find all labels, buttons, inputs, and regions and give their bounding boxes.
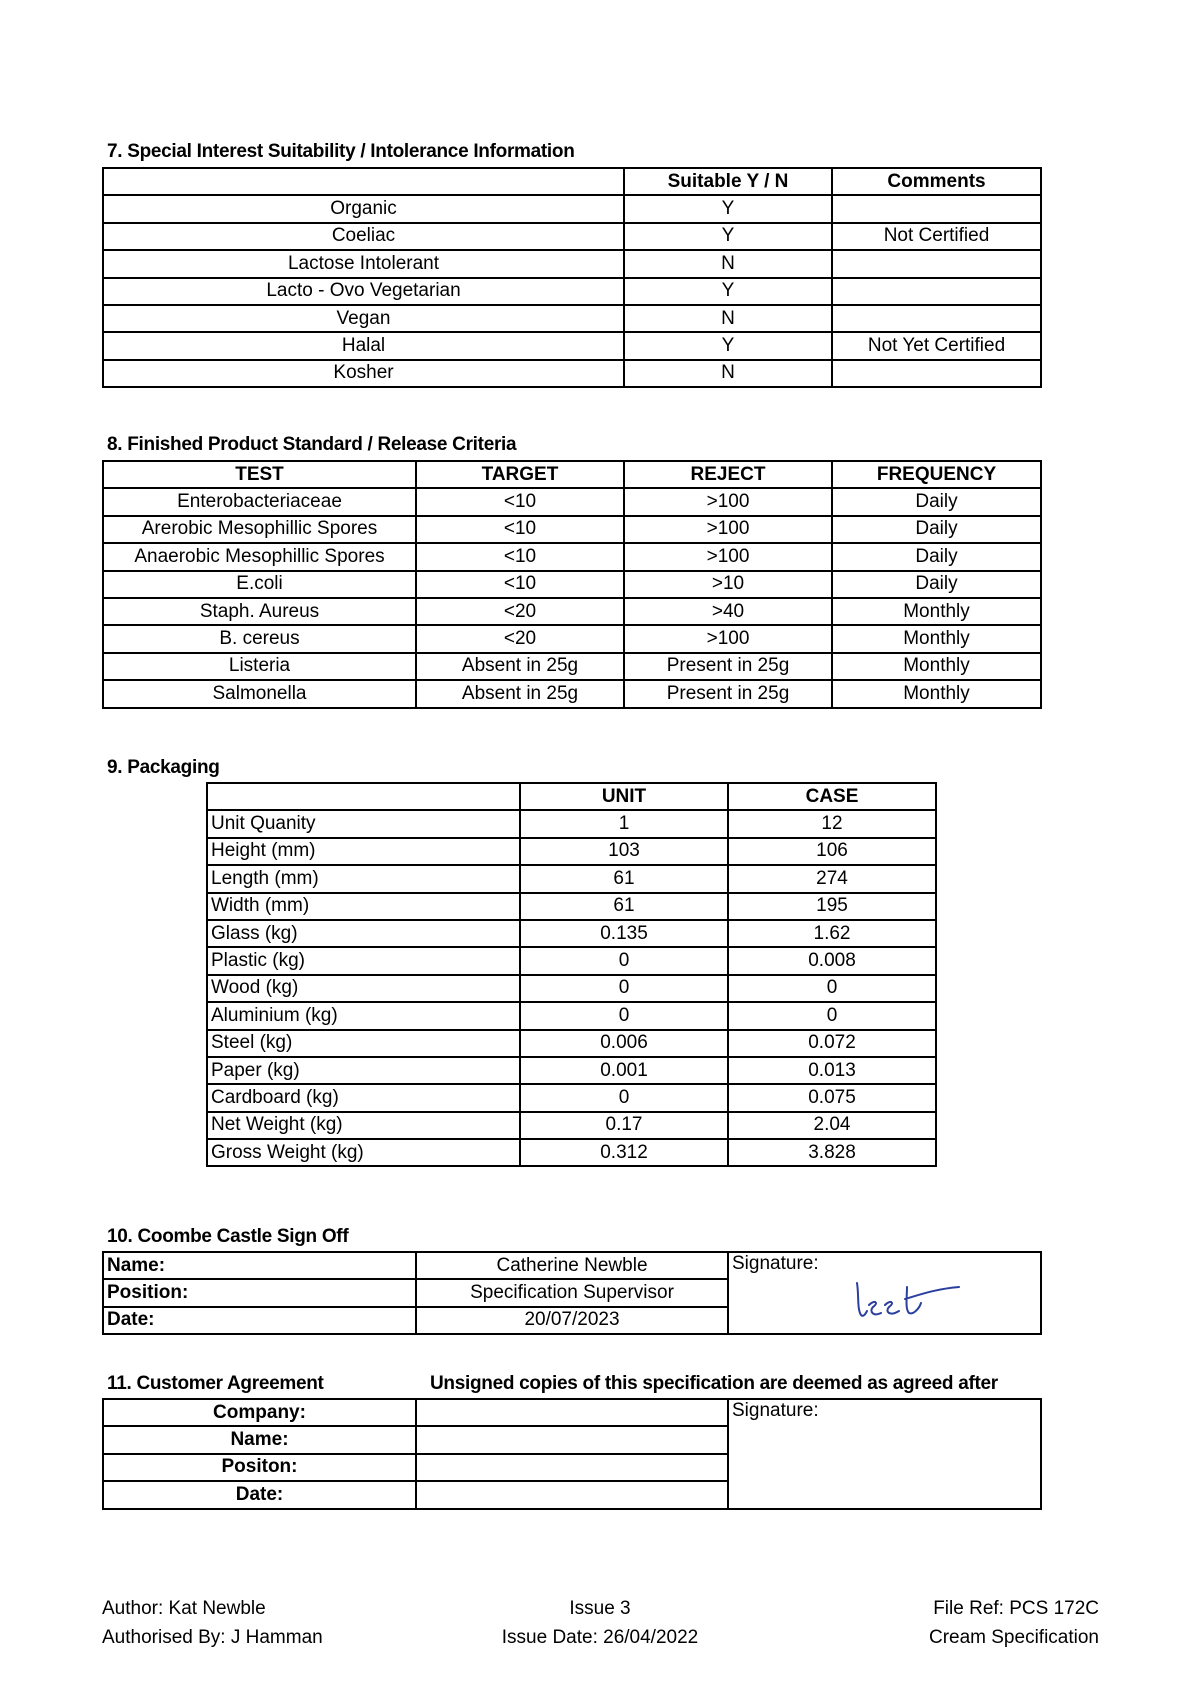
packaging-label: Plastic (kg): [207, 947, 520, 974]
section-11-title: 11. Customer Agreement: [107, 1373, 324, 1394]
suitability-value: Y: [624, 195, 832, 222]
table-row: [103, 1399, 1041, 1426]
case-value: 2.04: [728, 1112, 936, 1139]
table-row: [103, 195, 1041, 222]
test-target: <20: [416, 598, 624, 625]
test-target: Absent in 25g: [416, 653, 624, 680]
case-value: 1.62: [728, 920, 936, 947]
table-row: [103, 625, 1041, 652]
case-value: 0.013: [728, 1057, 936, 1084]
table-row: [207, 975, 936, 1002]
table-row: [207, 1084, 936, 1111]
header-cell: Comments: [832, 168, 1041, 195]
test-frequency: Monthly: [832, 680, 1041, 707]
table-row: [103, 250, 1041, 277]
header-cell: UNIT: [520, 783, 728, 810]
case-value: 3.828: [728, 1139, 936, 1166]
customer-agreement-table: [102, 1398, 1042, 1510]
table-row: [207, 865, 936, 892]
test-target: <10: [416, 516, 624, 543]
header-cell: FREQUENCY: [832, 461, 1041, 488]
handwritten-signature-icon: [849, 1275, 979, 1325]
suitability-value: Y: [624, 223, 832, 250]
date-field[interactable]: [416, 1481, 728, 1508]
section-8-title: 8. Finished Product Standard / Release Criteria: [107, 434, 517, 455]
case-value: 274: [728, 865, 936, 892]
name-label: Name:: [103, 1252, 416, 1279]
section-9-title: 9. Packaging: [107, 757, 220, 778]
table-row: [103, 653, 1041, 680]
suitability-value: Y: [624, 332, 832, 359]
table-row: [103, 223, 1041, 250]
agreement-note: Unsigned copies of this specification are deemed as agreed after: [430, 1373, 998, 1394]
table-row: [103, 488, 1041, 515]
test-reject: >40: [624, 598, 832, 625]
packaging-label: Unit Quanity: [207, 810, 520, 837]
suitability-item: Lacto - Ovo Vegetarian: [103, 278, 624, 305]
signature-label: Signature:: [732, 1253, 819, 1274]
table-row: [207, 1112, 936, 1139]
case-value: 0.075: [728, 1084, 936, 1111]
packaging-label: Height (mm): [207, 838, 520, 865]
table-row: [103, 332, 1041, 359]
packaging-label: Glass (kg): [207, 920, 520, 947]
unit-value: 0: [520, 975, 728, 1002]
suitability-item: Coeliac: [103, 223, 624, 250]
test-name: Arerobic Mesophillic Spores: [103, 516, 416, 543]
header-cell: [207, 783, 520, 810]
position-label: Positon:: [103, 1454, 416, 1481]
test-reject: Present in 25g: [624, 653, 832, 680]
suitability-item: Organic: [103, 195, 624, 222]
table-header-row: [207, 783, 936, 810]
table-row: [103, 1252, 1041, 1279]
suitability-table: [102, 167, 1042, 388]
company-field[interactable]: [416, 1399, 728, 1426]
test-frequency: Daily: [832, 488, 1041, 515]
test-reject: >100: [624, 516, 832, 543]
packaging-label: Length (mm): [207, 865, 520, 892]
position-value: Specification Supervisor: [416, 1279, 728, 1306]
unit-value: 103: [520, 838, 728, 865]
case-value: 195: [728, 893, 936, 920]
date-value: 20/07/2023: [416, 1307, 728, 1334]
unit-value: 0: [520, 947, 728, 974]
test-frequency: Monthly: [832, 653, 1041, 680]
test-name: Enterobacteriaceae: [103, 488, 416, 515]
signature-label: Signature:: [732, 1400, 819, 1421]
suitability-item: Lactose Intolerant: [103, 250, 624, 277]
footer-doc-name: Cream Specification: [928, 1627, 1099, 1648]
table-row: [103, 360, 1041, 387]
suitability-value: Y: [624, 278, 832, 305]
table-row: [103, 543, 1041, 570]
header-cell: [103, 168, 624, 195]
packaging-label: Cardboard (kg): [207, 1084, 520, 1111]
test-reject: >100: [624, 488, 832, 515]
packaging-label: Width (mm): [207, 893, 520, 920]
test-target: Absent in 25g: [416, 680, 624, 707]
test-frequency: Monthly: [832, 598, 1041, 625]
customer-signature-cell[interactable]: [728, 1399, 1041, 1509]
suitability-value: N: [624, 360, 832, 387]
test-name: Salmonella: [103, 680, 416, 707]
case-value: 0.072: [728, 1030, 936, 1057]
section-7-title: 7. Special Interest Suitability / Intolerance Information: [107, 141, 575, 162]
test-target: <10: [416, 543, 624, 570]
footer-authorised-by: Authorised By: J Hamman: [102, 1627, 323, 1648]
header-cell: Suitable Y / N: [624, 168, 832, 195]
name-value: Catherine Newble: [416, 1252, 728, 1279]
position-field[interactable]: [416, 1454, 728, 1481]
release-criteria-table: [102, 460, 1042, 709]
company-label: Company:: [103, 1399, 416, 1426]
suitability-comment: Not Certified: [832, 223, 1041, 250]
suitability-item: Vegan: [103, 305, 624, 332]
packaging-label: Gross Weight (kg): [207, 1139, 520, 1166]
header-cell: REJECT: [624, 461, 832, 488]
footer-issue: Issue 3: [569, 1598, 631, 1619]
date-label: Date:: [103, 1481, 416, 1508]
test-reject: >100: [624, 625, 832, 652]
unit-value: 0.312: [520, 1139, 728, 1166]
packaging-label: Paper (kg): [207, 1057, 520, 1084]
signature-cell: [728, 1252, 1041, 1334]
case-value: 0: [728, 1002, 936, 1029]
suitability-item: Halal: [103, 332, 624, 359]
unit-value: 1: [520, 810, 728, 837]
header-cell: TEST: [103, 461, 416, 488]
case-value: 0: [728, 975, 936, 1002]
suitability-value: N: [624, 250, 832, 277]
test-name: Listeria: [103, 653, 416, 680]
test-frequency: Daily: [832, 543, 1041, 570]
suitability-comment: [832, 305, 1041, 332]
table-header-row: [103, 168, 1041, 195]
test-target: <20: [416, 625, 624, 652]
name-label: Name:: [103, 1426, 416, 1453]
packaging-label: Aluminium (kg): [207, 1002, 520, 1029]
footer-issue-date: Issue Date: 26/04/2022: [501, 1627, 699, 1648]
test-name: B. cereus: [103, 625, 416, 652]
unit-value: 0.135: [520, 920, 728, 947]
test-target: <10: [416, 571, 624, 598]
table-row: [207, 838, 936, 865]
table-row: [103, 680, 1041, 707]
header-cell: TARGET: [416, 461, 624, 488]
unit-value: 0.17: [520, 1112, 728, 1139]
date-label: Date:: [103, 1307, 416, 1334]
table-row: [207, 810, 936, 837]
table-header-row: [103, 461, 1041, 488]
packaging-table: [206, 782, 937, 1167]
test-target: <10: [416, 488, 624, 515]
table-row: [207, 1030, 936, 1057]
table-row: [103, 571, 1041, 598]
suitability-value: N: [624, 305, 832, 332]
case-value: 12: [728, 810, 936, 837]
suitability-comment: Not Yet Certified: [832, 332, 1041, 359]
test-reject: Present in 25g: [624, 680, 832, 707]
unit-value: 0.001: [520, 1057, 728, 1084]
suitability-item: Kosher: [103, 360, 624, 387]
case-value: 0.008: [728, 947, 936, 974]
unit-value: 0: [520, 1084, 728, 1111]
table-row: [103, 305, 1041, 332]
position-label: Position:: [103, 1279, 416, 1306]
table-row: [103, 278, 1041, 305]
unit-value: 61: [520, 865, 728, 892]
footer-file-ref: File Ref: PCS 172C: [933, 1598, 1099, 1619]
suitability-comment: [832, 195, 1041, 222]
packaging-label: Net Weight (kg): [207, 1112, 520, 1139]
name-field[interactable]: [416, 1426, 728, 1453]
test-reject: >100: [624, 543, 832, 570]
suitability-comment: [832, 278, 1041, 305]
test-frequency: Daily: [832, 516, 1041, 543]
packaging-label: Steel (kg): [207, 1030, 520, 1057]
table-row: [207, 1139, 936, 1166]
sign-off-table: [102, 1251, 1042, 1335]
table-row: [207, 893, 936, 920]
unit-value: 0.006: [520, 1030, 728, 1057]
unit-value: 61: [520, 893, 728, 920]
table-row: [207, 1002, 936, 1029]
test-frequency: Monthly: [832, 625, 1041, 652]
test-frequency: Daily: [832, 571, 1041, 598]
test-reject: >10: [624, 571, 832, 598]
table-row: [207, 1057, 936, 1084]
table-row: [103, 516, 1041, 543]
case-value: 106: [728, 838, 936, 865]
suitability-comment: [832, 360, 1041, 387]
unit-value: 0: [520, 1002, 728, 1029]
footer-author: Author: Kat Newble: [102, 1598, 266, 1619]
test-name: Staph. Aureus: [103, 598, 416, 625]
test-name: Anaerobic Mesophillic Spores: [103, 543, 416, 570]
table-row: [207, 920, 936, 947]
suitability-comment: [832, 250, 1041, 277]
packaging-label: Wood (kg): [207, 975, 520, 1002]
table-row: [207, 947, 936, 974]
section-10-title: 10. Coombe Castle Sign Off: [107, 1226, 349, 1247]
test-name: E.coli: [103, 571, 416, 598]
table-row: [103, 598, 1041, 625]
header-cell: CASE: [728, 783, 936, 810]
